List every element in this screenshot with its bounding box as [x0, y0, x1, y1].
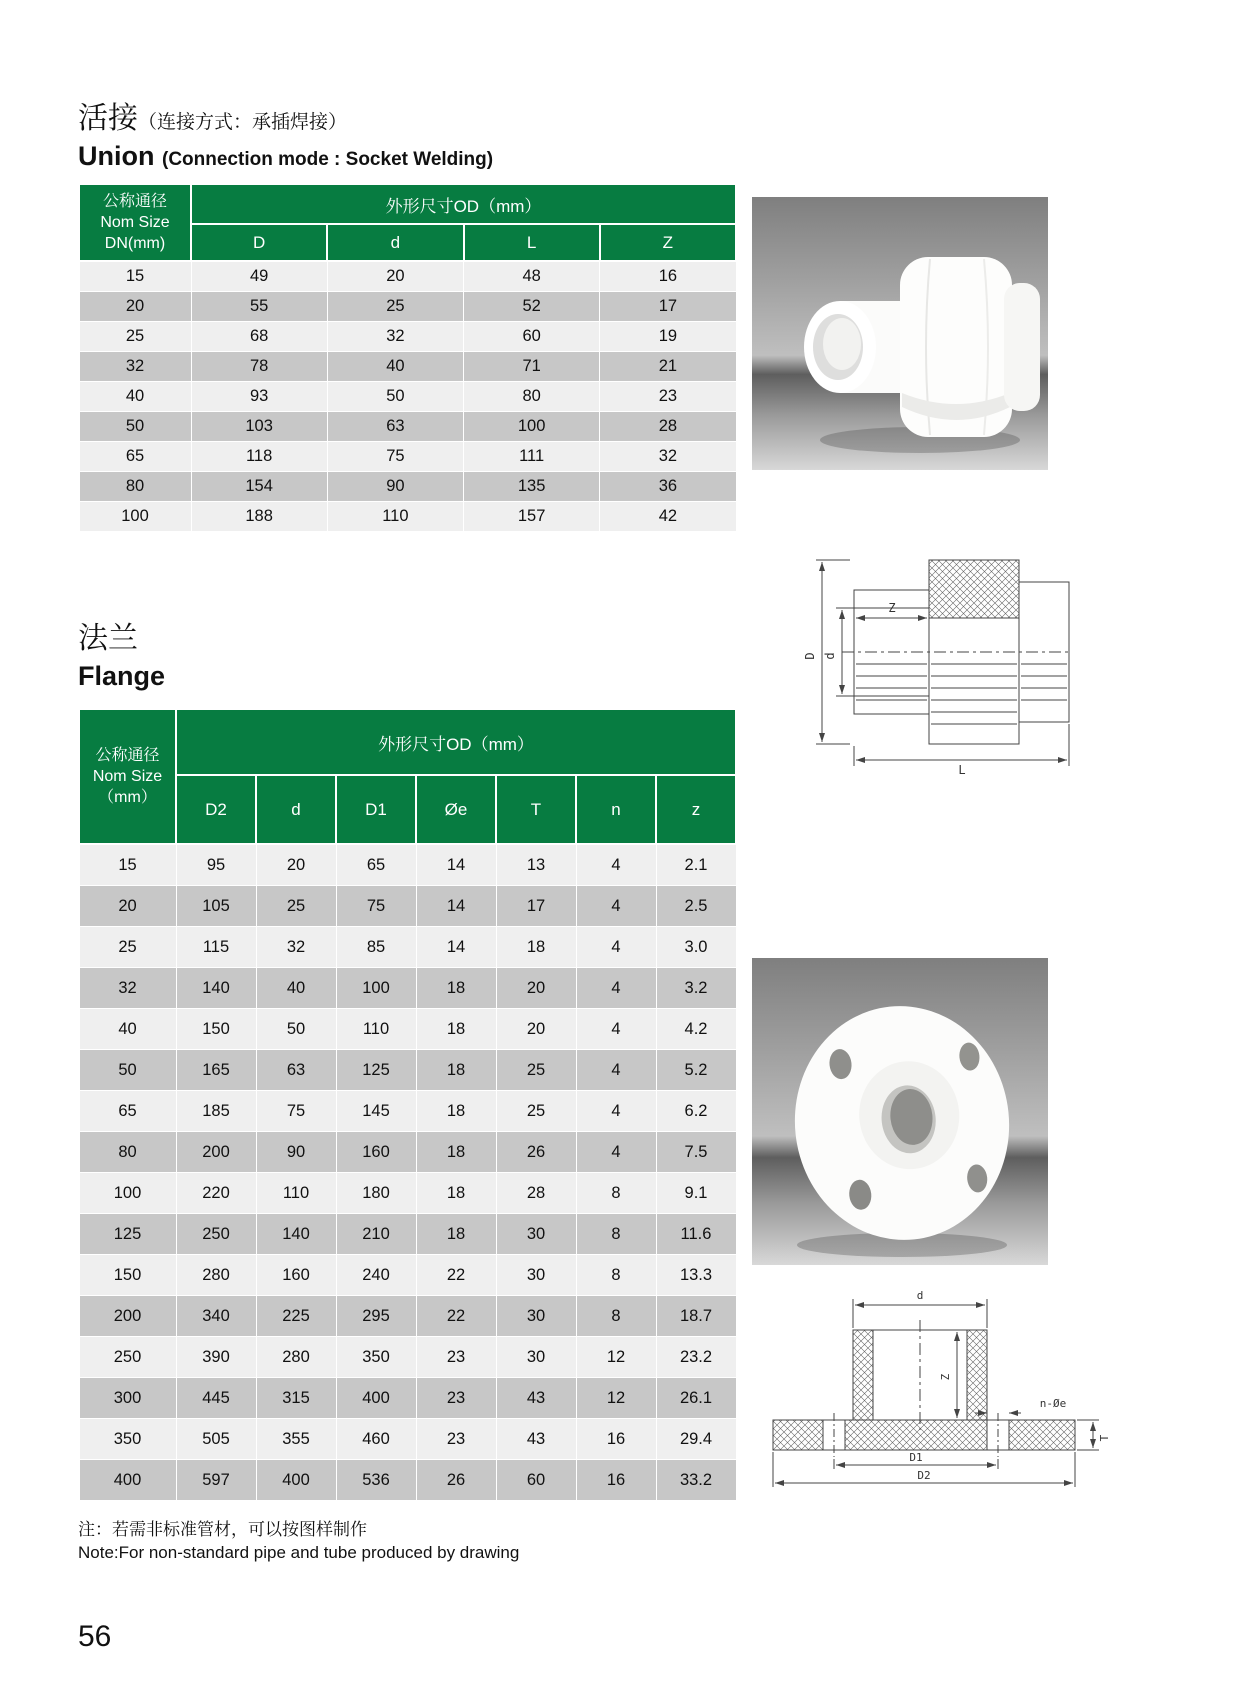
- table-row: [79, 1296, 736, 1337]
- table-row: [79, 1419, 736, 1460]
- table-cell: 65: [79, 1091, 176, 1132]
- table-row: [79, 1337, 736, 1378]
- table-cell: 118: [191, 442, 327, 472]
- flange-spec-table: [78, 708, 737, 1501]
- table-cell: 75: [256, 1091, 336, 1132]
- table-cell: 8: [576, 1255, 656, 1296]
- table-row: [79, 322, 736, 352]
- table-cell: 50: [79, 1050, 176, 1091]
- table-cell: 160: [256, 1255, 336, 1296]
- table-cell: 80: [79, 1132, 176, 1173]
- table-row: [79, 292, 736, 322]
- table-cell: 65: [79, 442, 191, 472]
- table-cell: 75: [336, 886, 416, 927]
- table-cell: 32: [327, 322, 463, 352]
- flange-row-header-line3: （mm）: [98, 789, 157, 806]
- table-cell: 30: [496, 1214, 576, 1255]
- union-product-photo: [752, 197, 1048, 470]
- table-cell: 400: [336, 1378, 416, 1419]
- table-cell: 12: [576, 1378, 656, 1419]
- flange-dim-label-T: T: [1098, 1434, 1111, 1442]
- table-cell: 65: [336, 844, 416, 886]
- flange-title-en: Flange: [78, 660, 166, 691]
- table-cell: 78: [191, 352, 327, 382]
- table-cell: 536: [336, 1460, 416, 1501]
- union-row-header-line1: 公称通径: [102, 193, 167, 210]
- table-cell: 12: [576, 1337, 656, 1378]
- table-cell: 18: [416, 1173, 496, 1214]
- table-cell: 48: [464, 261, 600, 292]
- table-cell: 32: [600, 442, 736, 472]
- flange-row-header-line1: 公称通径: [95, 747, 160, 764]
- table-cell: 280: [256, 1337, 336, 1378]
- table-cell: 400: [256, 1460, 336, 1501]
- table-cell: 188: [191, 502, 327, 532]
- table-cell: 90: [256, 1132, 336, 1173]
- table-cell: 125: [336, 1050, 416, 1091]
- flange-title-cn: 法兰: [78, 622, 138, 655]
- union-fitting-image: [752, 197, 1048, 470]
- table-cell: 50: [327, 382, 463, 412]
- table-cell: 180: [336, 1173, 416, 1214]
- table-cell: 18: [416, 1132, 496, 1173]
- table-cell: 165: [176, 1050, 256, 1091]
- table-cell: 14: [416, 927, 496, 968]
- table-cell: 17: [496, 886, 576, 927]
- table-cell: 25: [256, 886, 336, 927]
- table-cell: 43: [496, 1419, 576, 1460]
- table-cell: 225: [256, 1296, 336, 1337]
- table-cell: 9.1: [656, 1173, 736, 1214]
- table-cell: 15: [79, 261, 191, 292]
- table-cell: 4: [576, 1132, 656, 1173]
- table-cell: 20: [327, 261, 463, 292]
- table-row: [79, 1214, 736, 1255]
- table-cell: 350: [79, 1419, 176, 1460]
- table-row: [79, 1132, 736, 1173]
- table-cell: 60: [496, 1460, 576, 1501]
- table-cell: 18: [416, 1050, 496, 1091]
- table-cell: 295: [336, 1296, 416, 1337]
- table-cell: 50: [79, 412, 191, 442]
- table-cell: 150: [176, 1009, 256, 1050]
- table-cell: 140: [176, 968, 256, 1009]
- table-cell: 597: [176, 1460, 256, 1501]
- flange-dim-label-Z: Z: [939, 1373, 952, 1381]
- table-cell: 16: [576, 1419, 656, 1460]
- table-cell: 4: [576, 844, 656, 886]
- table-row: [79, 1050, 736, 1091]
- column-header: n: [576, 775, 656, 844]
- table-cell: 18.7: [656, 1296, 736, 1337]
- table-row: [79, 261, 736, 292]
- table-cell: 63: [256, 1050, 336, 1091]
- table-cell: 93: [191, 382, 327, 412]
- table-cell: 5.2: [656, 1050, 736, 1091]
- table-cell: 4: [576, 1091, 656, 1132]
- table-cell: 28: [600, 412, 736, 442]
- table-cell: 52: [464, 292, 600, 322]
- column-header: d: [256, 775, 336, 844]
- table-row: [79, 1091, 736, 1132]
- table-cell: 20: [79, 886, 176, 927]
- table-cell: 157: [464, 502, 600, 532]
- table-cell: 23: [416, 1378, 496, 1419]
- table-cell: 135: [464, 472, 600, 502]
- flange-section-title: [78, 622, 165, 692]
- table-row: [79, 1173, 736, 1214]
- table-cell: 43: [496, 1378, 576, 1419]
- table-cell: 32: [79, 352, 191, 382]
- column-header: Z: [600, 224, 736, 261]
- table-cell: 4: [576, 886, 656, 927]
- table-row: [79, 352, 736, 382]
- table-cell: 300: [79, 1378, 176, 1419]
- table-cell: 14: [416, 886, 496, 927]
- table-row: [79, 442, 736, 472]
- table-cell: 20: [496, 968, 576, 1009]
- union-section-title: [78, 102, 493, 172]
- table-row: [79, 1378, 736, 1419]
- union-row-header-line3: DN(mm): [104, 235, 166, 252]
- table-cell: 185: [176, 1091, 256, 1132]
- table-cell: 14: [416, 844, 496, 886]
- table-cell: 240: [336, 1255, 416, 1296]
- column-header: T: [496, 775, 576, 844]
- table-cell: 220: [176, 1173, 256, 1214]
- table-cell: 4: [576, 1050, 656, 1091]
- table-cell: 20: [496, 1009, 576, 1050]
- table-cell: 18: [416, 1091, 496, 1132]
- table-cell: 4: [576, 968, 656, 1009]
- table-cell: 4: [576, 1009, 656, 1050]
- table-row: [79, 1460, 736, 1501]
- table-cell: 100: [79, 502, 191, 532]
- flange-technical-drawing: [735, 1285, 1135, 1490]
- table-cell: 150: [79, 1255, 176, 1296]
- table-cell: 18: [416, 968, 496, 1009]
- table-cell: 75: [327, 442, 463, 472]
- table-cell: 4: [576, 927, 656, 968]
- union-title-en: [78, 141, 493, 172]
- table-cell: 80: [79, 472, 191, 502]
- column-header: Øe: [416, 775, 496, 844]
- table-cell: 13.3: [656, 1255, 736, 1296]
- table-cell: 30: [496, 1255, 576, 1296]
- table-cell: 23: [600, 382, 736, 412]
- table-cell: 40: [79, 1009, 176, 1050]
- table-row: [79, 412, 736, 442]
- table-cell: 350: [336, 1337, 416, 1378]
- table-cell: 21: [600, 352, 736, 382]
- table-cell: 42: [600, 502, 736, 532]
- table-cell: 110: [327, 502, 463, 532]
- table-cell: 19: [600, 322, 736, 352]
- table-cell: 49: [191, 261, 327, 292]
- table-row: [79, 1009, 736, 1050]
- table-cell: 115: [176, 927, 256, 968]
- table-cell: 315: [256, 1378, 336, 1419]
- table-cell: 60: [464, 322, 600, 352]
- table-cell: 3.2: [656, 968, 736, 1009]
- table-row: [79, 927, 736, 968]
- table-cell: 85: [336, 927, 416, 968]
- table-cell: 250: [79, 1337, 176, 1378]
- table-cell: 2.1: [656, 844, 736, 886]
- table-cell: 29.4: [656, 1419, 736, 1460]
- table-cell: 7.5: [656, 1132, 736, 1173]
- table-cell: 11.6: [656, 1214, 736, 1255]
- table-cell: 22: [416, 1296, 496, 1337]
- table-cell: 23.2: [656, 1337, 736, 1378]
- column-header: d: [327, 224, 463, 261]
- flange-dim-label-D1: D1: [909, 1451, 923, 1464]
- table-cell: 210: [336, 1214, 416, 1255]
- table-cell: 18: [416, 1009, 496, 1050]
- table-cell: 23: [416, 1337, 496, 1378]
- union-dim-label-Z: Z: [888, 601, 896, 615]
- table-cell: 100: [79, 1173, 176, 1214]
- flange-table-header-row-2: [79, 775, 736, 844]
- table-cell: 25: [327, 292, 463, 322]
- table-cell: 460: [336, 1419, 416, 1460]
- union-dim-label-d: d: [823, 652, 837, 660]
- table-cell: 16: [600, 261, 736, 292]
- table-cell: 30: [496, 1337, 576, 1378]
- flange-fitting-image: [752, 958, 1048, 1265]
- table-cell: 100: [336, 968, 416, 1009]
- column-header: D2: [176, 775, 256, 844]
- union-title-cn-note: （连接方式：承插焊接）: [138, 112, 348, 133]
- union-group-header: 外形尺寸OD（mm）: [191, 184, 736, 224]
- table-cell: 250: [176, 1214, 256, 1255]
- table-cell: 90: [327, 472, 463, 502]
- table-cell: 355: [256, 1419, 336, 1460]
- column-header: D: [191, 224, 327, 261]
- column-header: L: [464, 224, 600, 261]
- table-cell: 280: [176, 1255, 256, 1296]
- table-cell: 200: [176, 1132, 256, 1173]
- table-cell: 8: [576, 1296, 656, 1337]
- flange-table-header-row-1: [79, 709, 736, 775]
- table-cell: 8: [576, 1173, 656, 1214]
- footnote-cn: 注：若需非标准管材，可以按图样制作: [78, 1520, 367, 1539]
- table-row: [79, 968, 736, 1009]
- table-cell: 80: [464, 382, 600, 412]
- table-cell: 63: [327, 412, 463, 442]
- table-cell: 20: [79, 292, 191, 322]
- table-cell: 50: [256, 1009, 336, 1050]
- table-row: [79, 502, 736, 532]
- table-cell: 25: [79, 927, 176, 968]
- table-cell: 505: [176, 1419, 256, 1460]
- table-cell: 400: [79, 1460, 176, 1501]
- union-cross-section: [792, 512, 1072, 777]
- table-cell: 40: [256, 968, 336, 1009]
- table-cell: 33.2: [656, 1460, 736, 1501]
- table-cell: 4.2: [656, 1009, 736, 1050]
- table-cell: 26: [496, 1132, 576, 1173]
- table-cell: 200: [79, 1296, 176, 1337]
- table-cell: 145: [336, 1091, 416, 1132]
- table-cell: 13: [496, 844, 576, 886]
- table-cell: 125: [79, 1214, 176, 1255]
- table-cell: 2.5: [656, 886, 736, 927]
- flange-row-header-line2: Nom Size: [92, 768, 163, 785]
- union-table-body: [79, 261, 736, 532]
- table-cell: 30: [496, 1296, 576, 1337]
- table-cell: 110: [336, 1009, 416, 1050]
- table-cell: 160: [336, 1132, 416, 1173]
- table-cell: 390: [176, 1337, 256, 1378]
- table-cell: 55: [191, 292, 327, 322]
- table-cell: 26: [416, 1460, 496, 1501]
- table-cell: 154: [191, 472, 327, 502]
- union-technical-drawing: [792, 512, 1072, 777]
- page-number: 56: [78, 1620, 112, 1653]
- table-row: [79, 886, 736, 927]
- table-cell: 8: [576, 1214, 656, 1255]
- union-title-en-note: (Connection mode : Socket Welding): [162, 148, 494, 170]
- table-cell: 36: [600, 472, 736, 502]
- table-cell: 18: [496, 927, 576, 968]
- table-row: [79, 1255, 736, 1296]
- table-row: [79, 382, 736, 412]
- table-cell: 16: [576, 1460, 656, 1501]
- table-cell: 68: [191, 322, 327, 352]
- table-cell: 340: [176, 1296, 256, 1337]
- table-cell: 32: [79, 968, 176, 1009]
- table-cell: 28: [496, 1173, 576, 1214]
- table-cell: 25: [496, 1050, 576, 1091]
- table-cell: 17: [600, 292, 736, 322]
- table-cell: 110: [256, 1173, 336, 1214]
- column-header: D1: [336, 775, 416, 844]
- table-cell: 32: [256, 927, 336, 968]
- union-title-cn-main: 活接: [78, 102, 138, 135]
- table-cell: 140: [256, 1214, 336, 1255]
- union-row-header: [79, 184, 191, 261]
- table-cell: 95: [176, 844, 256, 886]
- flange-dim-label-n-oe: n-Øe: [1039, 1397, 1067, 1410]
- flange-cross-section: [735, 1285, 1135, 1490]
- union-table-header-row-1: [79, 184, 736, 224]
- footnote: [78, 1518, 519, 1564]
- union-dim-label-L: L: [958, 763, 966, 777]
- table-cell: 18: [416, 1214, 496, 1255]
- table-cell: 15: [79, 844, 176, 886]
- table-cell: 445: [176, 1378, 256, 1419]
- table-cell: 105: [176, 886, 256, 927]
- union-row-header-line2: Nom Size: [100, 214, 170, 231]
- flange-table-body: [79, 844, 736, 1501]
- table-cell: 103: [191, 412, 327, 442]
- table-cell: 26.1: [656, 1378, 736, 1419]
- table-cell: 25: [496, 1091, 576, 1132]
- table-cell: 3.0: [656, 927, 736, 968]
- table-cell: 6.2: [656, 1091, 736, 1132]
- table-cell: 111: [464, 442, 600, 472]
- flange-row-header: [79, 709, 176, 844]
- table-cell: 20: [256, 844, 336, 886]
- union-title-en-main: Union: [78, 140, 155, 171]
- flange-dim-label-D2: D2: [917, 1469, 931, 1482]
- table-cell: 100: [464, 412, 600, 442]
- table-cell: 40: [79, 382, 191, 412]
- union-spec-table: [78, 183, 737, 532]
- union-dim-label-D: D: [803, 652, 817, 660]
- flange-product-photo: [752, 958, 1048, 1265]
- footnote-en: Note:For non-standard pipe and tube produced by drawing: [78, 1543, 520, 1562]
- table-cell: 40: [327, 352, 463, 382]
- column-header: z: [656, 775, 736, 844]
- table-cell: 71: [464, 352, 600, 382]
- table-cell: 22: [416, 1255, 496, 1296]
- table-row: [79, 472, 736, 502]
- table-cell: 25: [79, 322, 191, 352]
- union-title-cn: [78, 102, 493, 137]
- flange-dim-label-d: d: [916, 1289, 924, 1302]
- table-row: [79, 844, 736, 886]
- flange-group-header: 外形尺寸OD（mm）: [176, 709, 736, 775]
- table-cell: 23: [416, 1419, 496, 1460]
